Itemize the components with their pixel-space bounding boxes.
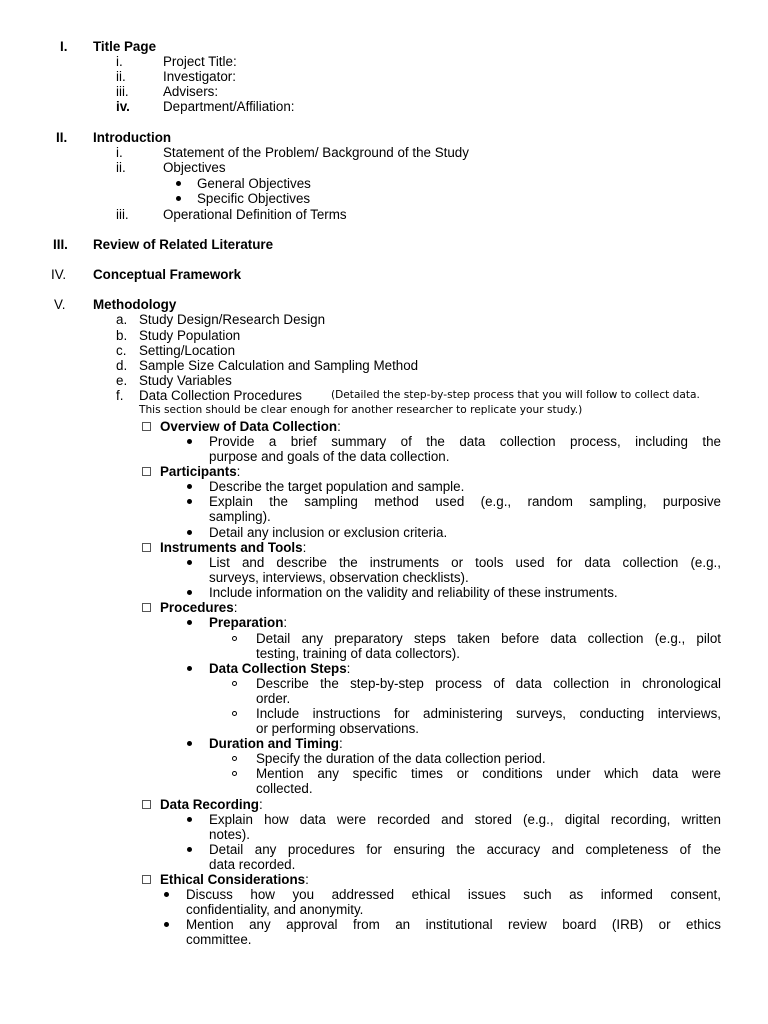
sub-bullet-text-line-2: or performing observations. xyxy=(256,721,419,736)
bullet-icon xyxy=(164,892,169,897)
item-marker: a. xyxy=(116,312,128,327)
section-numeral: III. xyxy=(53,237,68,252)
section-heading: Conceptual Framework xyxy=(93,267,242,282)
sub-bullet-text-line-2: order. xyxy=(256,691,291,706)
bullet-text-line-2: sampling). xyxy=(209,509,271,524)
bullet-text: Include information on the validity and reliability of these instruments. xyxy=(209,585,618,600)
item-note: (Detailed the step-by-step process that you will follow to collect data. xyxy=(331,389,700,401)
bullet-text: Describe the target population and sample. xyxy=(209,479,465,494)
bullet-icon xyxy=(187,590,192,595)
item-text: Objectives xyxy=(163,160,226,175)
item-marker: iii. xyxy=(116,84,129,99)
circle-bullet-icon xyxy=(232,636,237,641)
subsection-title: Procedures: xyxy=(160,600,238,615)
circle-bullet-icon xyxy=(232,756,237,761)
bullet-text xyxy=(209,434,721,449)
section-heading: Introduction xyxy=(93,130,172,145)
sub-bullet-text: Describe the step-by-step process of data collection in chronological xyxy=(256,676,721,691)
bullet-icon xyxy=(187,847,192,852)
bullet-text-line-2: data recorded. xyxy=(209,857,296,872)
subsection-title: Participants: xyxy=(160,464,241,479)
section-heading: Review of Related Literature xyxy=(93,237,274,252)
bullet-text: Explain how data were recorded and stored (e.g., digital recording, written xyxy=(209,812,721,827)
checkbox-icon xyxy=(142,875,151,884)
item-marker: iii. xyxy=(116,207,129,222)
item-marker: iv. xyxy=(116,99,130,114)
checkbox-icon xyxy=(142,543,151,552)
item-text: Advisers: xyxy=(163,84,219,99)
bullet-text-line-2: confidentiality, and anonymity. xyxy=(186,902,364,917)
item-marker: f. xyxy=(116,388,124,403)
bullet-icon xyxy=(187,439,192,444)
item-marker: i. xyxy=(116,54,123,69)
subsection-title: Overview of Data Collection: xyxy=(160,419,341,434)
item-marker: d. xyxy=(116,358,128,373)
section-numeral: IV. xyxy=(51,267,67,282)
bullet-icon xyxy=(187,484,192,489)
circle-bullet-icon xyxy=(232,711,237,716)
bullet-icon xyxy=(187,499,192,504)
item-text: Study Variables xyxy=(139,373,232,388)
subsection-title: Data Recording: xyxy=(160,797,263,812)
item-marker: c. xyxy=(116,343,127,358)
bullet-icon xyxy=(187,620,192,625)
item-marker: b. xyxy=(116,328,128,343)
item-text: Investigator: xyxy=(163,69,236,84)
bullet-text: Detail any inclusion or exclusion criteria. xyxy=(209,525,448,540)
bullet-text: List and describe the instruments or tools used for data collection (e.g., xyxy=(209,555,721,570)
checkbox-icon xyxy=(142,603,151,612)
sub-bullet-text: Specify the duration of the data collection period. xyxy=(256,751,546,766)
checkbox-icon xyxy=(142,800,151,809)
bullet-text: Mention any approval from an institutional review board (IRB) or ethics xyxy=(186,917,721,932)
subsection-title: Ethical Considerations: xyxy=(160,872,309,887)
item-text: Study Design/Research Design xyxy=(139,312,326,327)
procedure-title: Preparation: xyxy=(209,615,288,630)
bullet-text-line-2: surveys, interviews, observation checklists). xyxy=(209,570,469,585)
bullet-text-line-2: notes). xyxy=(209,827,250,842)
section-numeral: V. xyxy=(54,297,66,312)
item-text: Department/Affiliation: xyxy=(163,99,295,114)
bullet-text: General Objectives xyxy=(197,176,311,191)
sub-bullet-text: Include instructions for administering surveys, conducting interviews, xyxy=(256,706,721,721)
item-text: Sample Size Calculation and Sampling Method xyxy=(139,358,419,373)
circle-bullet-icon xyxy=(232,771,237,776)
section-heading: Methodology xyxy=(93,297,177,312)
bullet-text: Specific Objectives xyxy=(197,191,311,206)
bullet-icon xyxy=(187,741,192,746)
sub-bullet-text-line-2: testing, training of data collectors). xyxy=(256,646,460,661)
bullet-text-line-2: purpose and goals of the data collection. xyxy=(209,449,450,464)
checkbox-icon xyxy=(142,422,151,431)
bullet-text: Detail any procedures for ensuring the accuracy and completeness of the xyxy=(209,842,721,857)
bullet-text-line-2: committee. xyxy=(186,932,252,947)
item-marker: ii. xyxy=(116,160,126,175)
procedure-title: Data Collection Steps: xyxy=(209,661,351,676)
item-text: Setting/Location xyxy=(139,343,236,358)
bullet-icon xyxy=(164,922,169,927)
bullet-icon xyxy=(187,817,192,822)
item-text: Study Population xyxy=(139,328,241,343)
item-marker: i. xyxy=(116,145,123,160)
item-text: Project Title: xyxy=(163,54,237,69)
item-text: Data Collection Procedures xyxy=(139,388,303,403)
section-numeral: I. xyxy=(60,39,68,54)
item-note: This section should be clear enough for another researcher to replicate your study.) xyxy=(139,404,583,416)
item-text: Statement of the Problem/ Background of the Study xyxy=(163,145,469,160)
procedure-title: Duration and Timing: xyxy=(209,736,343,751)
bullet-icon xyxy=(187,560,192,565)
section-numeral: II. xyxy=(56,130,68,145)
bullet-icon xyxy=(187,530,192,535)
bullet-icon xyxy=(187,666,192,671)
sub-bullet-text-line-2: collected. xyxy=(256,781,313,796)
circle-bullet-icon xyxy=(232,681,237,686)
sub-bullet-text: Mention any specific times or conditions under which data were xyxy=(256,766,721,781)
sub-bullet-text: Detail any preparatory steps taken before data collection (e.g., pilot xyxy=(256,631,721,646)
section-heading: Title Page xyxy=(93,39,157,54)
item-text: Operational Definition of Terms xyxy=(163,207,347,222)
bullet-text: Discuss how you addressed ethical issues such as informed consent, xyxy=(186,887,721,902)
bullet-icon xyxy=(176,196,181,201)
bullet-icon xyxy=(176,181,181,186)
checkbox-icon xyxy=(142,467,151,476)
subsection-title: Instruments and Tools: xyxy=(160,540,307,555)
item-marker: e. xyxy=(116,373,128,388)
bullet-text-line-1: Provide a brief summary of the data collection process, including the xyxy=(209,434,721,449)
bullet-text: Explain the sampling method used (e.g., random sampling, purposive xyxy=(209,494,721,509)
item-marker: ii. xyxy=(116,69,126,84)
